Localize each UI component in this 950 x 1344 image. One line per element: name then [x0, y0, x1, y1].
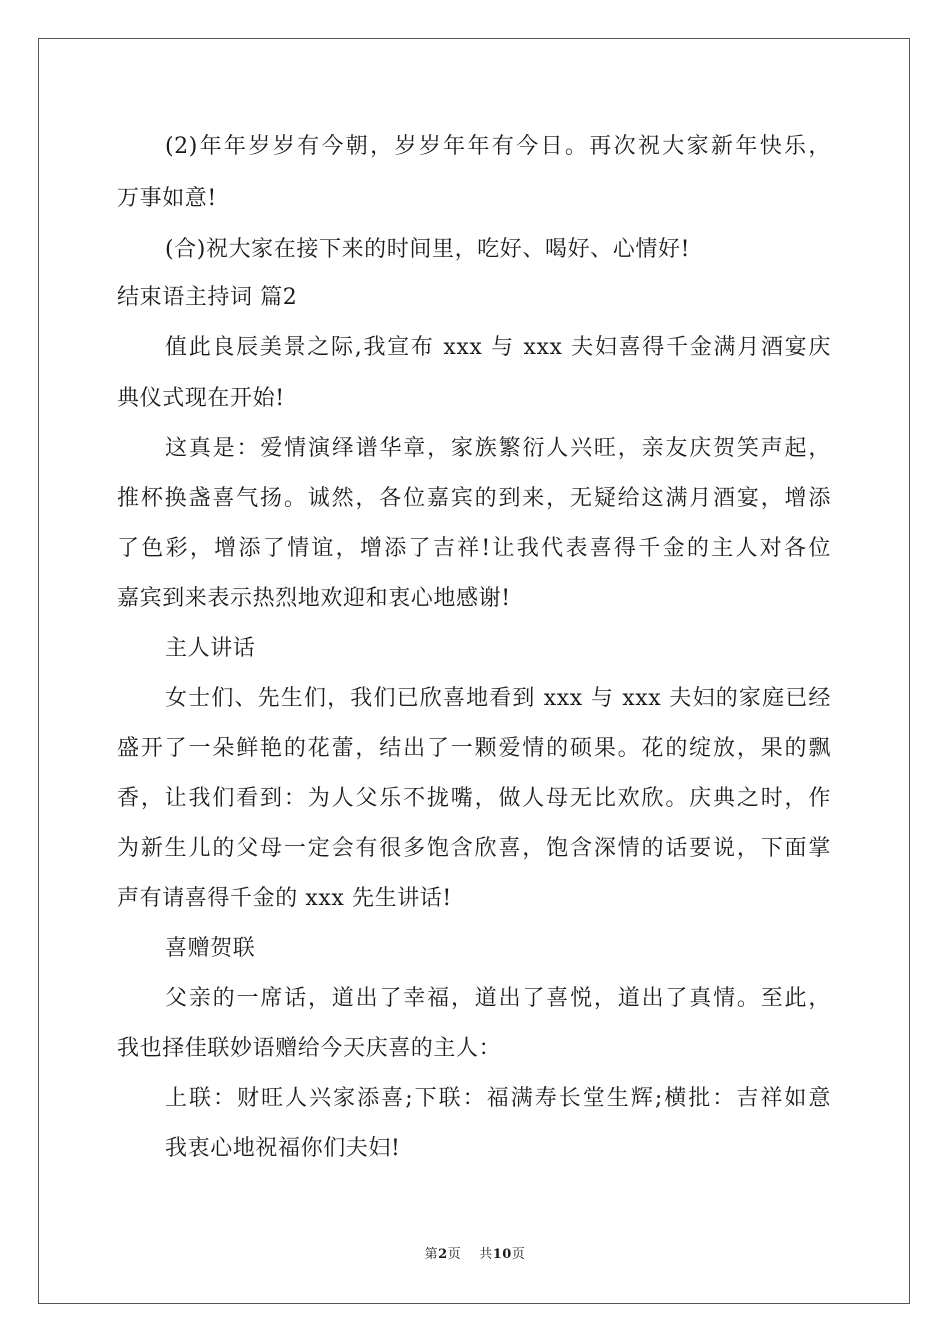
- couplet-line: 上联：财旺人兴家添喜;下联：福满寿长堂生辉;横批：吉祥如意: [165, 1086, 831, 1111]
- paragraph-line: 推杯换盏喜气扬。诚然，各位嘉宾的到来，无疑给这满月酒宴，增添: [117, 486, 831, 511]
- paragraph-line: (2)年年岁岁有今朝，岁岁年年有今日。再次祝大家新年快乐，: [165, 134, 831, 159]
- section-heading: 结束语主持词 篇2: [117, 285, 298, 310]
- total-page-count: 10: [492, 1247, 512, 1262]
- paragraph-line: 我衷心地祝福你们夫妇!: [165, 1136, 401, 1161]
- paragraph-line: 万事如意!: [117, 186, 217, 211]
- paragraph-line: 香，让我们看到：为人父乐不拢嘴，做人母无比欢欣。庆典之时，作: [117, 786, 831, 811]
- current-page-number: 2: [438, 1247, 448, 1262]
- paragraph-line: 这真是：爱情演绎谱华章，家族繁衍人兴旺，亲友庆贺笑声起，: [165, 436, 831, 461]
- subheading-couplet: 喜赠贺联: [165, 936, 256, 961]
- paragraph-line: 声有请喜得千金的 xxx 先生讲话!: [117, 886, 452, 911]
- paragraph-line: 父亲的一席话，道出了幸福，道出了喜悦，道出了真情。至此，: [165, 986, 831, 1011]
- paragraph-line: 为新生儿的父母一定会有很多饱含欣喜，饱含深情的话要说，下面掌: [117, 836, 831, 861]
- page-border: [38, 38, 910, 1304]
- subheading-host-speech: 主人讲话: [165, 636, 256, 661]
- total-label-suffix: 页: [511, 1247, 526, 1262]
- paragraph-line: 嘉宾到来表示热烈地欢迎和衷心地感谢!: [117, 586, 511, 611]
- paragraph-line: 女士们、先生们，我们已欣喜地看到 xxx 与 xxx 夫妇的家庭已经: [165, 686, 831, 711]
- paragraph-line: (合)祝大家在接下来的时间里，吃好、喝好、心情好!: [165, 237, 691, 262]
- paragraph-line: 我也择佳联妙语赠给今天庆喜的主人：: [117, 1036, 502, 1061]
- page-label-prefix: 第: [424, 1247, 439, 1262]
- paragraph-line: 了色彩，增添了情谊，增添了吉祥!让我代表喜得千金的主人对各位: [117, 536, 831, 561]
- page-footer: [0, 1246, 950, 1264]
- total-label-prefix: 共: [479, 1247, 493, 1262]
- page-label-suffix: 页: [447, 1247, 462, 1262]
- paragraph-line: 典仪式现在开始!: [117, 386, 285, 411]
- paragraph-line: 值此良辰美景之际,我宣布 xxx 与 xxx 夫妇喜得千金满月酒宴庆: [165, 335, 831, 360]
- paragraph-line: 盛开了一朵鲜艳的花蕾，结出了一颗爱情的硕果。花的绽放，果的飘: [117, 736, 831, 761]
